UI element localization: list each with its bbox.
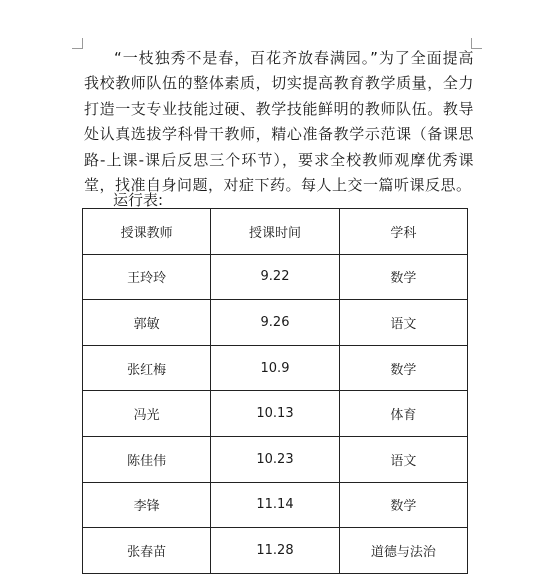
cell-time: 10.23 — [211, 436, 339, 482]
intro-paragraph: “一枝独秀不是春，百花齐放春满园。”为了全面提高我校教师队伍的整体素质，切实提高教育教学质量，全力打造一支专业技能过硬、教学技能鲜明的教师队伍。教导处认真选拔学科骨干教师，精心准备教学示范课（备课思路-上课-课后反思三个环节），要求全校教师观摩优秀课堂，找准自身问题，对症下药。每人上交一篇听课反思。 — [84, 49, 474, 195]
margin-corner-mark-left — [72, 38, 83, 49]
cell-teacher: 张红梅 — [83, 345, 211, 391]
table-row — [83, 391, 468, 437]
cell-subject: 数学 — [339, 345, 467, 391]
cell-subject: 数学 — [339, 482, 467, 528]
cell-subject: 体育 — [339, 391, 467, 437]
cell-teacher: 李锋 — [83, 482, 211, 528]
cell-time: 11.14 — [211, 482, 339, 528]
table-row — [83, 254, 468, 300]
cell-subject: 语文 — [339, 436, 467, 482]
cell-time: 9.26 — [211, 300, 339, 346]
cell-teacher: 陈佳伟 — [83, 436, 211, 482]
cell-teacher: 冯光 — [83, 391, 211, 437]
header-time: 授课时间 — [211, 209, 339, 255]
table-caption: 运行表: — [113, 191, 164, 209]
cell-subject: 道德与法治 — [339, 528, 467, 574]
cell-time: 10.13 — [211, 391, 339, 437]
table-row — [83, 482, 468, 528]
schedule-table — [82, 208, 468, 574]
cell-time: 9.22 — [211, 254, 339, 300]
cell-time: 11.28 — [211, 528, 339, 574]
table-row — [83, 436, 468, 482]
table-row — [83, 528, 468, 574]
table-row — [83, 300, 468, 346]
header-teacher: 授课教师 — [83, 209, 211, 255]
cell-teacher: 王玲玲 — [83, 254, 211, 300]
cell-subject: 语文 — [339, 300, 467, 346]
header-subject: 学科 — [339, 209, 467, 255]
cell-time: 10.9 — [211, 345, 339, 391]
cell-teacher: 张春苗 — [83, 528, 211, 574]
cell-subject: 数学 — [339, 254, 467, 300]
table-row — [83, 345, 468, 391]
cell-teacher: 郭敏 — [83, 300, 211, 346]
table-header-row — [83, 209, 468, 255]
